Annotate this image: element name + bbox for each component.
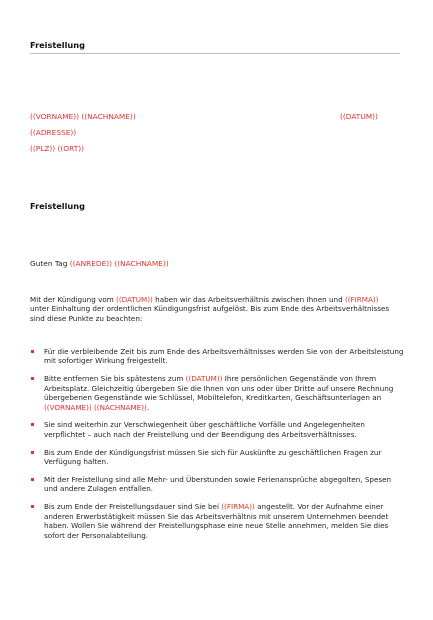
list-item (30, 347, 405, 366)
greeting (30, 259, 169, 268)
letter-date: ((DATUM)) (340, 112, 378, 121)
recipient-address: ((ADRESSE)) (30, 128, 77, 137)
list-item (30, 475, 405, 494)
bullet-square-icon (31, 451, 34, 454)
body-text: Bis zum Ende der Freistellungsdauer sind Sie bei (44, 502, 222, 512)
placeholder-text: ((DATUM)) (116, 295, 153, 304)
body-text: . (146, 402, 150, 412)
bullet-square-icon (31, 423, 34, 426)
intro-paragraph (30, 295, 400, 323)
greeting-placeholder: ((ANREDE)) ((NACHNAME)) (69, 259, 169, 268)
list-item (30, 420, 405, 439)
recipient-city: ((PLZ)) ((ORT)) (30, 144, 84, 153)
header-title: Freistellung (30, 40, 85, 50)
body-text: angestellt. Vor der Aufnahme einer anderen Erwerbstätigkeit müssen Sie das Arbeitsverhältnis mit unserem Unternehmen beendet haben. Wollen Sie während der Freistellungsphase eine neue Stelle annehmen, melden Sie dies sofort der Personalabteilung. (44, 502, 389, 540)
list-item (30, 374, 405, 412)
greeting-text: Guten Tag (30, 259, 70, 268)
section-title: Freistellung (30, 201, 85, 211)
placeholder-text: ((FIRMA)) (344, 295, 379, 304)
bullet-square-icon (31, 350, 34, 353)
body-text: Ihre persönlichen Gegenstände von Ihrem Arbeitsplatz. Gleichzeitig übergeben Sie die Ihnen von uns oder über Dritte auf unsere Rechnung übergebenen Gegenstände wie Schlüssel, Mobiltelefon, Kreditkarten, Geschäftsunterlagen an (44, 374, 394, 403)
placeholder-text: ((FIRMA)) (221, 502, 255, 512)
body-text: haben wir das Arbeitsverhältnis zwischen Ihnen und (152, 295, 345, 304)
body-text: Bitte entfernen Sie bis spätestens zum (44, 374, 186, 384)
body-text: Bis zum Ende der Kündigungsfrist müssen Sie sich für Auskünfte zu geschäftlichen Fragen zur Verfügung halten. (44, 447, 382, 467)
placeholder-text: ((DATUM)) (185, 374, 223, 384)
body-text: unter Einhaltung der ordentlichen Kündigungsfrist aufgelöst. Bis zum Ende des Arbeitsverhältnisses sind diese Punkte zu beachten: (30, 304, 390, 323)
body-text: Mit der Freistellung sind alle Mehr- und Überstunden sowie Ferienansprüche abgegolten, Spesen und andere Zulagen entfallen. (44, 475, 392, 494)
bullet-square-icon (31, 377, 34, 380)
bullet-square-icon (31, 478, 34, 481)
placeholder-text: ((VORNAME)) ((NACHNAME)) (44, 402, 147, 412)
body-text: Mit der Kündigung vom (30, 295, 117, 304)
header-divider (30, 53, 400, 54)
recipient-name: ((VORNAME)) ((NACHNAME)) (30, 112, 136, 121)
body-text: Für die verbleibende Zeit bis zum Ende des Arbeitsverhältnisses werden Sie von der Arbeitsleistung mit sofortiger Wirkung freigestellt. (44, 347, 404, 366)
list-item (30, 448, 405, 467)
list-item (30, 502, 405, 540)
body-text: Sie sind weiterhin zur Verschwiegenheit über geschäftliche Vorfälle und Angelegenheiten verpflichtet – auch nach der Freistellung und der Beendigung des Arbeitsverhältnisses. (44, 420, 365, 439)
bullet-square-icon (31, 505, 34, 508)
bullet-list (30, 347, 405, 549)
